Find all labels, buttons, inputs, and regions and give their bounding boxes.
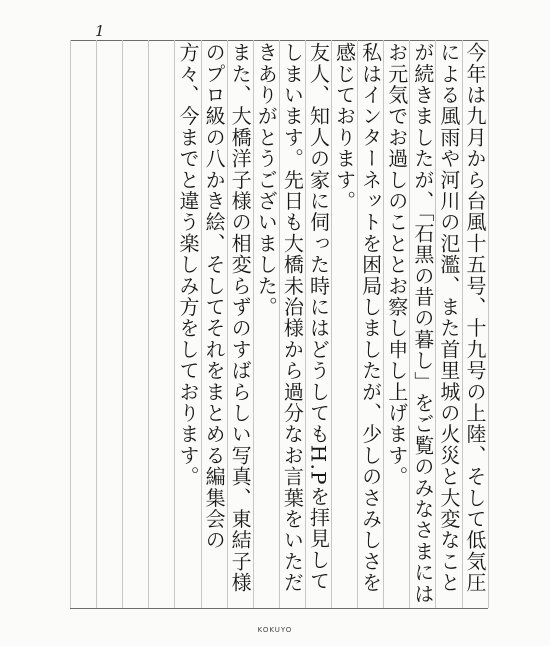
handwritten-letter-body (68, 42, 488, 610)
paragraph-1: 今年は九月から台風十五号、十九号の上陸、そして低気圧による風雨や河川の氾濫、また首里城の火災と大変なことが続きましたが、「石黒の昔の暮し」をご覧のみなさまにはお元気でお過しのこととお察し申し上げます。 (384, 42, 487, 605)
bottom-margin-line (70, 608, 488, 609)
paragraph-3: 友人、知人の家に伺った時にはどうしてもH.Pを拝見してしまいます。先日も大橋未治様から過分なお言葉をいただきありがとうございました。 (254, 42, 331, 594)
brand-mark: KOKUYO (257, 626, 293, 634)
paragraph-2: 私はインターネットを困局しましたが、少しのさみしさを感じております。 (332, 42, 383, 594)
page-number: 1 (95, 22, 105, 40)
paragraph-4: また、大橋洋子様の相変らずのすばらしい写真、東結子様のプロ級の八かき絵、そしてそれをまとめる編集会の方々、今までと違う楽しみ方をしております。 (175, 42, 253, 594)
